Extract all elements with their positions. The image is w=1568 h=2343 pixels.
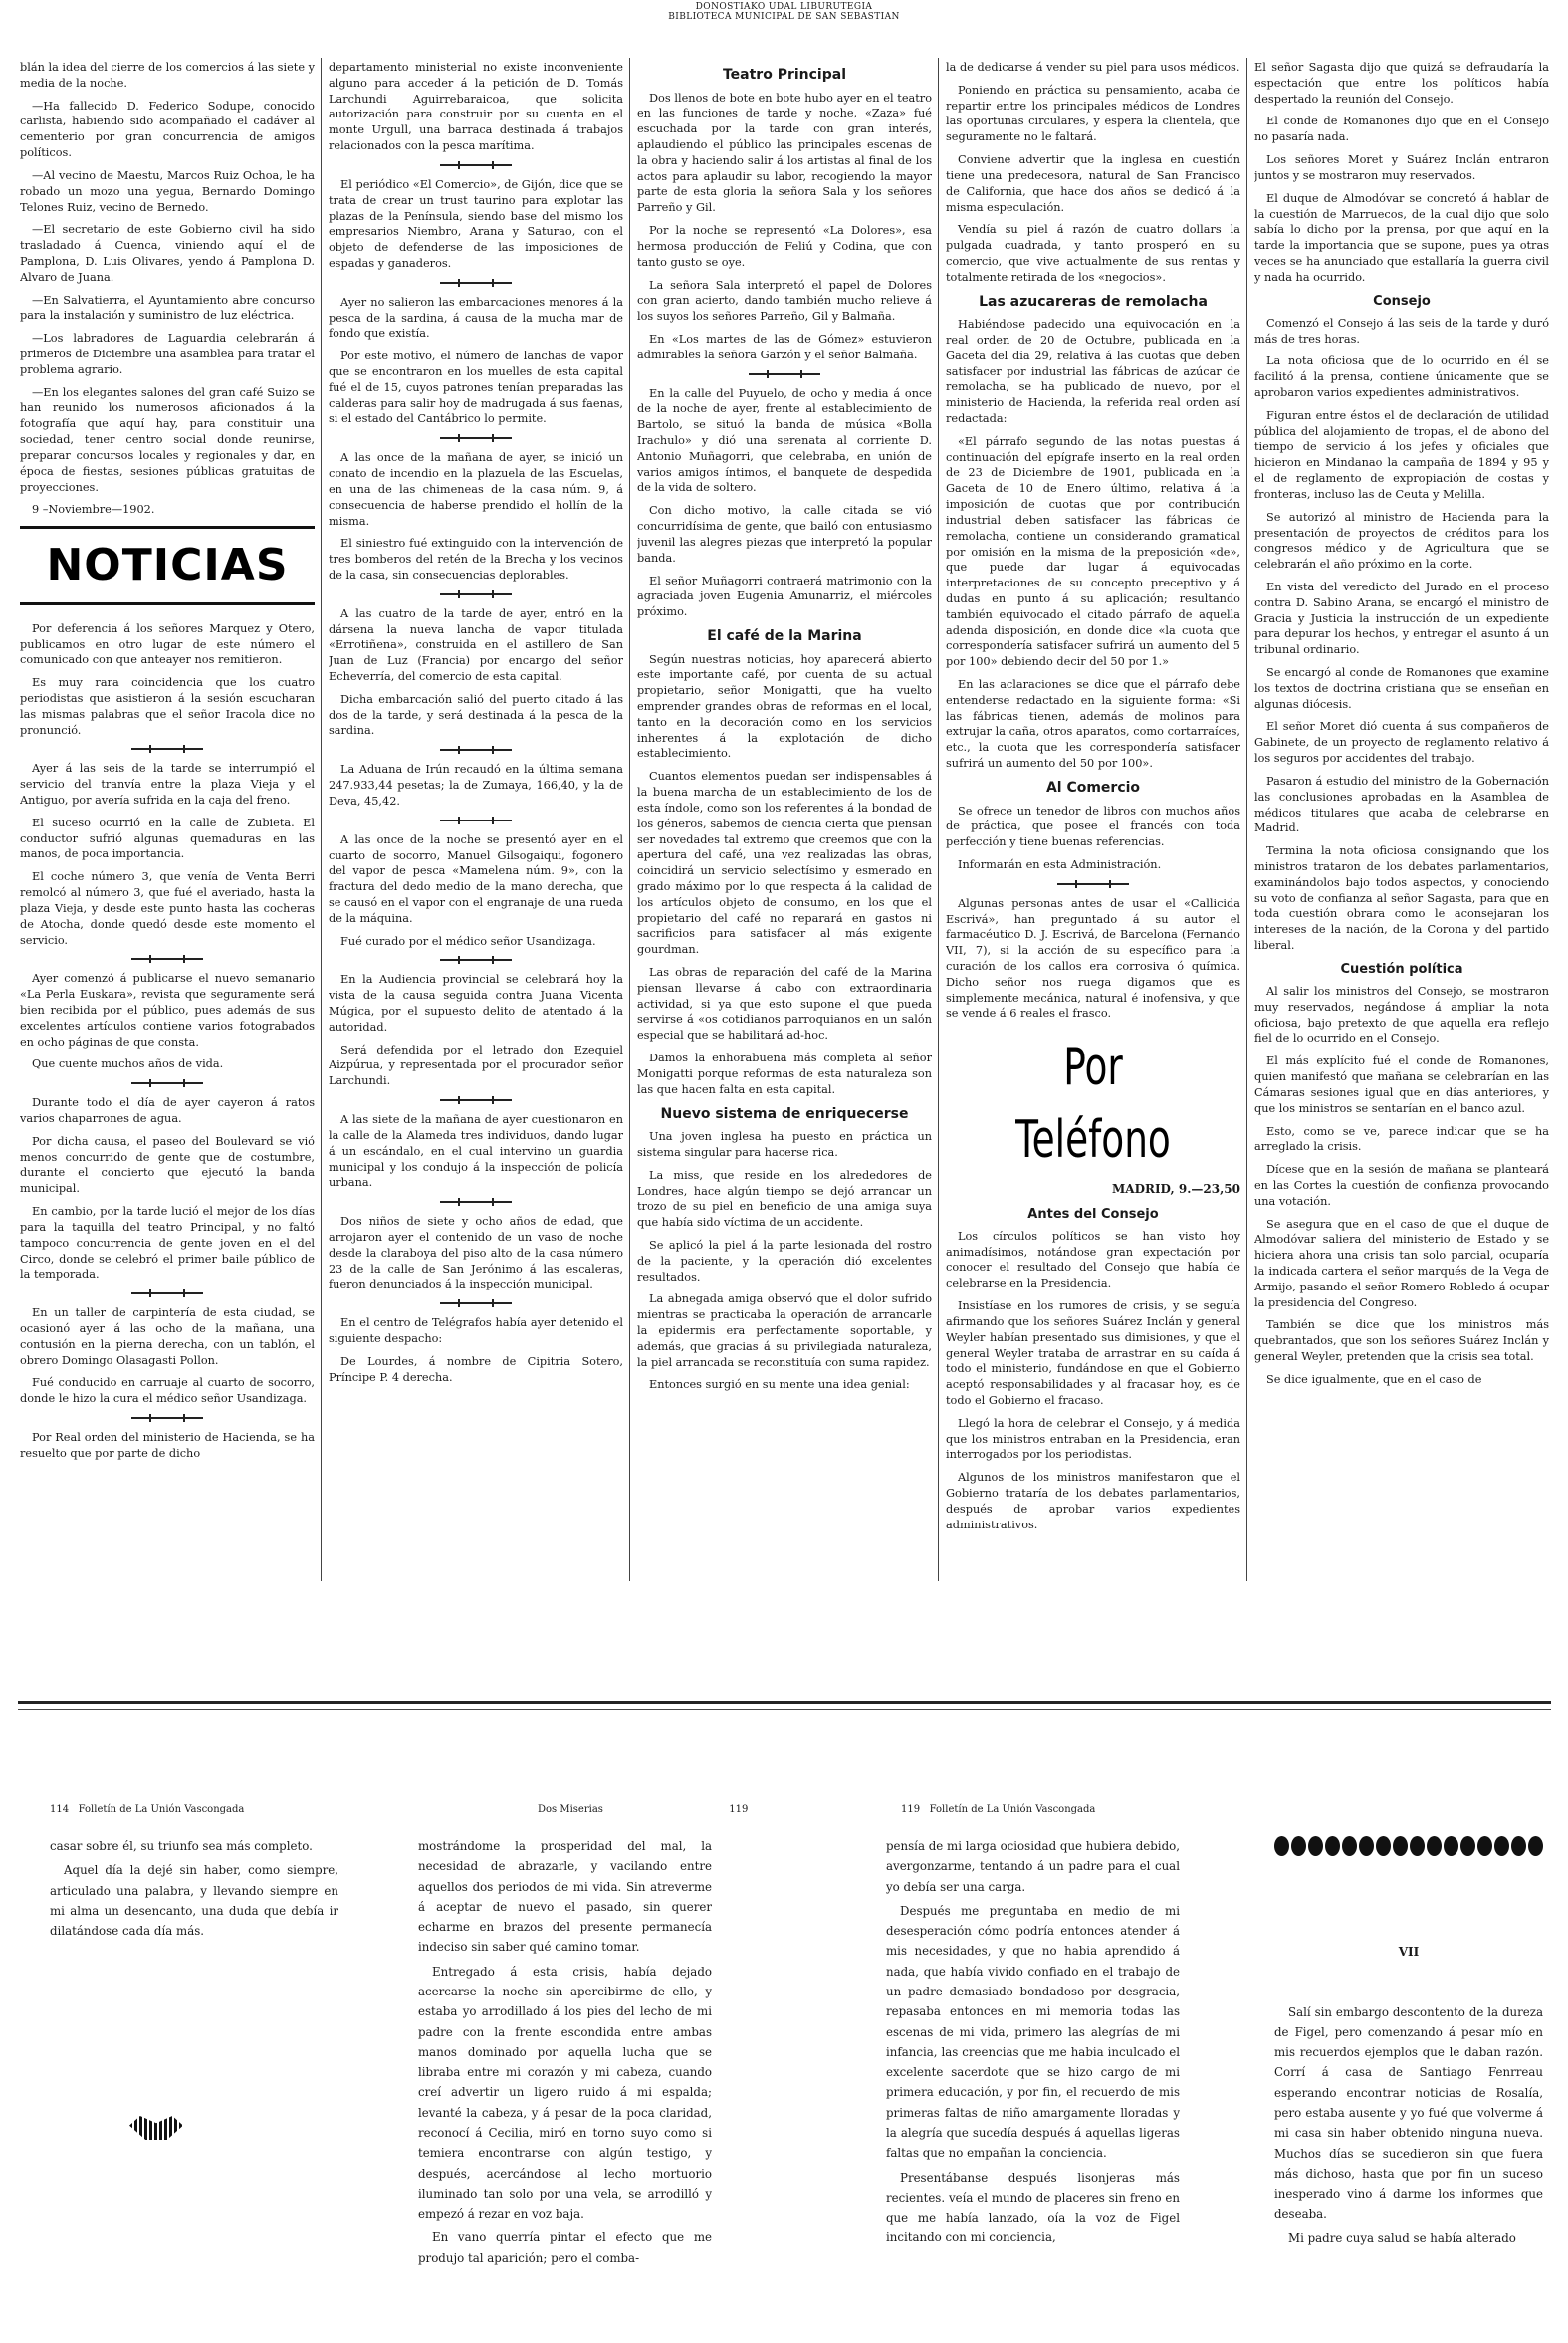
headline-teatro-principal: Teatro Principal [722, 67, 847, 83]
paragraph: En «Los martes de las de Gómez» estuvieron admirables la señora Garzón y el señor Balmaña. [637, 332, 932, 361]
paragraph: Se aplicó la piel á la parte lesionada del rostro de la paciente, y la operación dió excelentes resultados. [637, 1238, 932, 1284]
paragraph: Fué curado por el médico señor Usandizaga. [340, 934, 596, 948]
paragraph: En vista del veredicto del Jurado en el proceso contra D. Sabino Arana, se encargó el ministro de Gracia y Justicia la instrucción de un expediente para depurar los hechos, y entregar el asunto á un tribunal ordinario. [1254, 580, 1549, 657]
chapter-number: VII [1398, 1945, 1420, 1959]
headline-antes-consejo: Antes del Consejo [1027, 1206, 1159, 1222]
paragraph: Llegó la hora de celebrar el Consejo, y á medida que los ministros entraban en la Presidencia, eran interrogados por los periodistas. [946, 1416, 1240, 1462]
paragraph: Los círculos políticos se han visto hoy animadísimos, notándose gran expectación por conocer el resultado del Consejo que había de celebrarse en la Presidencia. [946, 1229, 1240, 1290]
page-divider [18, 1701, 1551, 1704]
paragraph: También se dice que los ministros más quebrantados, que son los señores Suárez Inclán y general Weyler, pretenden que la crisis sea total. [1254, 1318, 1549, 1364]
column-rule [321, 58, 322, 1581]
paragraph: Mi padre cuya salud se había alterado [1288, 2230, 1516, 2245]
paragraph: —Los labradores de Laguardia celebrarán á primeros de Diciembre una asamblea para tratar el problema agrario. [20, 332, 315, 376]
paragraph: En cambio, por la tarde lució el mejor de los días para la taquilla del teatro Principal, y no faltó tampoco concurrencia de gente joven en el del Circo, donde se celebró el primer baile público de la temporada. [20, 1205, 315, 1282]
paragraph: La miss, que reside en los alrededores de Londres, hace algún tiempo se dejó arrancar un trozo de su piel en beneficio de una amiga suya que había sido víctima de un accidente. [637, 1168, 932, 1230]
paragraph: Según nuestras noticias, hoy aparecerá abierto este importante café, por cuenta de su actual propietario, señor Monigatti, que ha vuelto emprender grandes obras de reformas en el local, tanto en la decoración como en los servicios inherentes á la explotación de dicho establecimiento. [637, 652, 932, 761]
folletin-header-right [901, 1804, 1095, 1815]
separator-ornament [20, 1414, 315, 1422]
column-rule [629, 58, 630, 1581]
separator-ornament [329, 1096, 623, 1104]
paragraph: Cuantos elementos puedan ser indispensables á la buena marcha de un establecimiento de los de esta índole, como son los referentes á la bondad de los géneros, sabemos de ciencia cierta que piensan ser novedades tal extremo que creemos que con la apertura del café, una vez realizadas las obras, coincidirá un servicio selectísimo y esmerado en grado máximo por lo que respecta á la calidad de los artículos objeto de consumo, en los que el propietario del café no reparará en gastos ni sacrificios para satisfacer al más exigente gourdman. [637, 770, 932, 957]
paragraph: Por dicha causa, el paseo del Boulevard se vió menos concurrido de gente que de costumbre, durante el concierto que ejecutó la banda municipal. [20, 1134, 315, 1196]
paragraph: El duque de Almodóvar se concretó á hablar de la cuestión de Marruecos, de la cual dijo que solo sabía lo dicho por la prensa, por que aquí en la tarde la importancia que se supone, pues ya otras veces se ha anunciado que estallaría la guerra civil y nada ha ocurrido. [1254, 191, 1549, 284]
paragraph: casar sobre él, su triunfo sea más completo. [50, 1839, 313, 1853]
paragraph: El conde de Romanones dijo que en el Consejo no pasaría nada. [1254, 115, 1549, 144]
news-column-5 [1254, 60, 1549, 1693]
paragraph: Se autorizó al ministro de Hacienda para la presentación de proyectos de créditos para los congresos médico y de Agricultura que se celebrarán el año próximo en la corte. [1254, 510, 1549, 572]
library-header-spanish: BIBLIOTECA MUNICIPAL DE SAN SEBASTIAN [668, 12, 900, 22]
paragraph: departamento ministerial no existe inconveniente alguno para acceder á la petición de D. Tomás Larchundi Aguirrebaraicoa, que solicita autorización para construir por su cuenta en el monte Urgull, una barraca destinada á trabajos relacionados con la pesca marítima. [329, 61, 623, 153]
paragraph: A las siete de la mañana de ayer cuestionaron en la calle de la Alameda tres individuos, dando lugar á un escándalo, en el cual intervino un guardia municipal y los condujo á la inspección de policía urbana. [329, 1113, 623, 1190]
paragraph: Aquel día la dejé sin haber, como siempre, articulado una palabra, y llevando siempre en mi alma un desencanto, una duda que debía ir dilatándose cada día más. [50, 1863, 338, 1939]
paragraph: En las aclaraciones se dice que el párrafo debe entenderse redactado en la siguiente forma: «Si las fábricas tienen, además de molinos para extrujar la caña, otros aparatos, como cortarraíces, etc., la cuota que les correspondería satisfacer sufrirá un aumento del 50 por 100». [946, 678, 1240, 771]
paragraph: El suceso ocurrió en la calle de Zubieta. El conductor sufrió algunas quemaduras en las manos, de poca importancia. [20, 816, 315, 861]
folletin-header-left [50, 1804, 244, 1815]
paragraph: Entregado á esta crisis, había dejado acercarse la noche sin apercibirme de ello, y estaba yo arrodillado á los pies del lecho de mi padre con la frente escondida entre ambas manos dominado por aquella lucha que se libraba entre mi corazón y mi cabeza, cuando creí advertir un ligero ruido á mi espalda; levanté la cabeza, y á pesar de la poca claridad, reconocí á Cecilia, miró en torno suyo como si temiera encontrarse con algún testigo, y después, acercándose al lecho mortuorio iluminado tan solo por una vela, se arrodilló y empezó á rezar en voz baja. [418, 1964, 712, 2222]
chapter-ornament-band [1274, 1836, 1543, 1856]
headline-al-comercio: Al Comercio [1045, 779, 1141, 796]
paragraph: Vendía su piel á razón de cuatro dollars la pulgada cuadrada, y tanto prosperó en su comercio, que vive actualmente de sus rentas y totalmente retirada de los «negocios». [946, 223, 1240, 284]
paragraph: Dicha embarcación salió del puerto citado á las dos de la tarde, y será destinada á la pesca de la sardina. [329, 692, 623, 738]
paragraph: mostrándome la prosperidad del mal, la necesidad de abrazarle, y vacilando entre aquellos dos periodos de mi vida. Sin atreverme á aceptar de nuevo el pasado, sin querer echarme en brazos del presente permanecía indeciso sin saber qué camino tomar. [418, 1839, 712, 1955]
paragraph: —Ha fallecido D. Federico Sodupe, conocido carlista, habiendo sido acompañado el cadáver al cementerio por gran concurrencia de amigos políticos. [20, 99, 315, 160]
paragraph: Algunos de los ministros manifestaron que el Gobierno trataría de los debates parlamentarios, después de aprobar varios expedientes administrativos. [946, 1471, 1240, 1531]
news-column-4 [946, 60, 1240, 1693]
paragraph: Dos niños de siete y ocho años de edad, que arrojaron ayer el contenido de un vaso de noche desde la claraboya del piso alto de la casa número 23 de la calle de San Jerónimo á las escaleras, fueron denunciados á la inspección municipal. [329, 1215, 623, 1291]
folletin-column-2 [418, 1836, 712, 2339]
separator-ornament [329, 434, 623, 442]
folletin-column-3 [886, 1836, 1180, 2339]
paragraph: —Al vecino de Maestu, Marcos Ruiz Ochoa, le ha robado un mozo una yegua, Bernardo Domingo Telones Ruiz, vecino de Bernedo. [20, 168, 315, 214]
paragraph: La señora Sala interpretó el papel de Dolores con gran acierto, dando también mucho relieve á los suyos los señores Parreño, Gil y Balmaña. [637, 278, 932, 324]
paragraph: Se dice igualmente, que en el caso de [1266, 1372, 1482, 1386]
paragraph: Ayer á las seis de la tarde se interrumpió el servicio del tranvía entre la plaza Vieja y el Antiguo, por avería sufrida en la caja del freno. [20, 762, 315, 808]
paragraph: Algunas personas antes de usar el «Callicida Escrivá», han preguntado á su autor el farmacéutico D. J. Escrivá, de Barcelona (Fernando VII, 7), si la acción de su específico para la curación de los callos era corrosiva ó química. Dicho señor nos ruega digamos que es simplemente mecánica, natural é inofensiva, y que se vende á 6 reales el frasco. [946, 896, 1240, 1021]
paragraph: Se asegura que en el caso de que el duque de Almodóvar saliera del ministerio de Estado y se hiciera ahora una crisis tan solo parcial, ocuparía la indicada cartera el señor marqués de la Vega de Armijo, pasando el señor Romero Robledo á ocupar la presidencia del Congreso. [1254, 1217, 1549, 1309]
separator-ornament [20, 1079, 315, 1087]
end-ornament [129, 2116, 183, 2140]
paragraph: El señor Muñagorri contraerá matrimonio con la agraciada joven Eugenia Amunarriz, el miércoles próximo. [637, 574, 932, 619]
paragraph: La nota oficiosa que de lo ocurrido en él se facilitó á la prensa, contiene únicamente que se aprobaron varios expedientes administrativos. [1254, 354, 1549, 399]
paragraph: Se ofrece un tenedor de libros con muchos años de práctica, que posee el francés con toda perfección y tiene buenas referencias. [946, 804, 1240, 849]
folletin-page-number: 114 [50, 1804, 70, 1815]
paragraph: En la calle del Puyuelo, de ocho y media á once de la noche de ayer, frente al establecimiento de Bartolo, se situó la banda de música «Bolla Irachulo» y dió una serenata al corriente D. Antonio Muñagorri, que celebraba, en unión de varios amigos íntimos, el banquete de despedida de la vida de soltero. [637, 386, 932, 495]
paragraph: Insistíase en los rumores de crisis, y se seguía afirmando que los señores Suárez Inclán y general Weyler habían presentado sus dimisiones, y que el general Weyler trataba de arrastrar en su caída á todo el ministerio, fundándose en que el Gobierno aceptó responsabilidades y al fracasar hoy, es de todo el Gobierno el fracaso. [946, 1299, 1240, 1407]
paragraph: Una joven inglesa ha puesto en práctica un sistema singular para hacerse rica. [637, 1130, 932, 1159]
por-telefono-title: Por Teléfono [1015, 1038, 1171, 1171]
folletin-work-title: Dos Miserias [538, 1804, 603, 1815]
paragraph: Se encargó al conde de Romanones que examine los textos de doctrina cristiana que se enseñan en algunas diócesis. [1254, 666, 1549, 711]
paragraph: Por Real orden del ministerio de Hacienda, se ha resuelto que por parte de dicho [20, 1431, 315, 1460]
paragraph: Informarán en esta Administración. [958, 857, 1162, 871]
paragraph: Después me preguntaba en medio de mi desesperación cómo podría entonces atender á mis necesidades, y que no habia aprendido á nada, que había vivido confiado en el trabajo de un padre demasiado bondadoso por desgracia, repasaba entonces en mi memoria todas las escenas de mi vida, primero las alegrías de mi infancia, las creencias que me habia inculcado el excelente sacerdote que se hizo cargo de mi primera educación, y por fin, el recuerdo de mis primeras faltas de niño amargamente lloradas y la alegría que sucedía después á aquellas ligeras faltas que no empañan la conciencia. [886, 1903, 1180, 2161]
paragraph: —En los elegantes salones del gran café Suizo se han reunido los numerosos aficionados á la fotografía que aquí hay, para constituir una sociedad, tener centro social donde reunirse, preparar concursos locales y regionales y dar, en época de fiestas, sesiones públicas gratuitas de proyecciones. [20, 385, 315, 494]
paragraph: —En Salvatierra, el Ayuntamiento abre concurso para la instalación y suministro de luz eléctrica. [20, 293, 315, 323]
paragraph: Con dicho motivo, la calle citada se vió concurridísima de gente, que bailó con entusiasmo juvenil las alegres piezas que interpretó la popular banda. [637, 504, 932, 565]
headline-nuevo-sistema: Nuevo sistema de enriquecerse [660, 1105, 909, 1122]
separator-ornament [637, 370, 932, 378]
paragraph: pensía de mi larga ociosidad que hubiera debido, avergonzarme, tentando á un padre para el cual yo debía ser una carga. [886, 1839, 1180, 1894]
separator-ornament [329, 956, 623, 964]
folletin-page-number: 119 [901, 1804, 921, 1815]
paragraph: Poniendo en práctica su pensamiento, acaba de repartir entre los principales médicos de Londres las oportunas circulares, y espera la clientela, que seguramente no le faltará. [946, 83, 1240, 144]
paragraph: blán la idea del cierre de los comercios á las siete y media de la noche. [20, 61, 315, 90]
separator-ornament [329, 590, 623, 598]
paragraph: El señor Moret dió cuenta á sus compañeros de Gabinete, de un proyecto de reglamento relativo á los seguros por accidentes del trabajo. [1254, 720, 1549, 766]
paragraph: Entonces surgió en su mente una idea genial: [649, 1378, 910, 1392]
page-divider-thin [18, 1709, 1551, 1710]
paragraph: Salí sin embargo descontento de la dureza de Figel, pero comenzando á pesar mío en mis recuerdos ejemplos que le daban razón. Corrí á casa de Santiago Fenrreau esperando encontrar noticias de Rosalía, pero estaba ausente y yo fué que volverme á mi casa sin haber obtenido ninguna nueva. Muchos días se sucedieron sin que fuera más dichoso, hasta que por fin un suceso inesperado vino á darme los informes que deseaba. [1274, 2004, 1543, 2222]
paragraph: A las cuatro de la tarde de ayer, entró en la dársena la nueva lancha de vapor titulada «Errotiñena», construida en el astillero de San Juan de Luz (Francia) por encargo del señor Echeverría, del comercio de esta capital. [329, 606, 623, 683]
separator-ornament [329, 817, 623, 824]
paragraph: Ayer no salieron las embarcaciones menores á la pesca de la sardina, á causa de la mucha mar de fondo que existía. [329, 295, 623, 341]
paragraph: En la Audiencia provincial se celebrará hoy la vista de la causa seguida contra Juana Vicenta Múgica, por el supuesto delito de atentado á la autoridad. [329, 973, 623, 1034]
separator-ornament [329, 746, 623, 754]
paragraph: Habiéndose padecido una equivocación en la real orden de 20 de Octubre, publicada en la Gaceta del día 29, relativa á las cuotas que deben satisfacer por industrial las fábricas de azúcar de remolacha, se ha publicado de nuevo, por el ministerio de Hacienda, la referida real orden así redactada: [946, 318, 1240, 426]
headline-azucareras: Las azucareras de remolacha [979, 293, 1208, 310]
folletin-title: Folletín de La Unión Vascongada [929, 1804, 1096, 1815]
separator-ornament [20, 1289, 315, 1297]
column-rule [1246, 58, 1247, 1581]
paragraph: —El secretario de este Gobierno civil ha sido trasladado á Cuenca, viniendo aquí el de Pamplona, D. Luis Olivares, yendo á Pamplona D. Alvaro de Juana. [20, 223, 315, 284]
paragraph: Comenzó el Consejo á las seis de la tarde y duró más de tres horas. [1254, 316, 1549, 346]
paragraph: En un taller de carpintería de esta ciudad, se ocasionó ayer á las ocho de la mañana, una contusión en la pierna derecha, con un tablón, el obrero Domingo Olasagasti Pollon. [20, 1306, 315, 1367]
paragraph: El coche número 3, que venía de Venta Berri remolcó al número 3, que fué el averiado, hasta la plaza Vieja, y desde este punto hasta las cocheras de Atocha, donde quedó desde este momento el servicio. [20, 870, 315, 947]
folletin-column-4 [1274, 1872, 1543, 2340]
paragraph: Termina la nota oficiosa consignando que los ministros trataron de los debates parlamentarios, examinándolos bajo todos aspectos, y conociendo su voto de confianza al señor Sagasta, para que en toda cuestión obrara como le aconsejaran los intereses de la nación, de la Corona y del partido liberal. [1254, 844, 1549, 952]
separator-ornament [20, 745, 315, 753]
folletin-page-number: 119 [729, 1804, 749, 1815]
paragraph: Figuran entre éstos el de declaración de utilidad pública del alojamiento de tropas, el de abono del tiempo de servicio á los jefes y oficiales que hicieron en Mindanao la campaña de 1894 y 95 y el de reglamento de expropiación de costas y fronteras, incluso las de Ceuta y Melilla. [1254, 408, 1549, 501]
folletin-header-center [538, 1804, 748, 1815]
paragraph: A las once de la noche se presentó ayer en el cuarto de socorro, Manuel Gilsogaiqui, fogonero del vapor de pesca «Mamelena núm. 9», con la fractura del dedo medio de la mano derecha, que se causó en el vapor con el engranaje de una rueda de la máquina. [329, 832, 623, 925]
paragraph: El siniestro fué extinguido con la intervención de tres bomberos del retén de la Brecha y los vecinos de la casa, sin consecuencias deplorables. [329, 537, 623, 582]
folletin-title: Folletín de La Unión Vascongada [78, 1804, 245, 1815]
paragraph: Las obras de reparación del café de la Marina piensan llevarse á cabo con extraordinaria actividad, si ya que esto supone el que pueda servirse á «os cotidianos parroquianos en un salón especial que se habilitará ad-hoc. [637, 966, 932, 1043]
news-column-3 [637, 60, 932, 1693]
paragraph: En el centro de Telégrafos había ayer detenido el siguiente despacho: [329, 1316, 623, 1345]
column-rule [938, 58, 939, 1581]
separator-ornament [329, 161, 623, 169]
paragraph: Conviene advertir que la inglesa en cuestión tiene una predecesora, natural de San Francisco de California, que hace dos años se dedicó á la misma especulación. [946, 153, 1240, 214]
folletin-column-1 [50, 1836, 338, 2095]
paragraph: «El párrafo segundo de las notas puestas á continuación del epígrafe inserto en la real orden de 23 de Diciembre de 1901, publicada en la Gaceta de 10 de Enero último, relativa á la imposición de cuotas que por contribución industrial deben satisfacer las fábricas de remolacha, contiene un considerando gramatical por omisión en la misma de la preposición «de», que puede dar lugar á equivocadas interpretaciones de su concepto preceptivo y á dudas en punto á su aplicación; resultando también equivocado el citado párrafo de aquella adenda disposición, en donde dice «la cuota que correspondería satisfacer sufrirá un aumento del 5 por 100» debiendo decir del 50 por 1.» [946, 434, 1240, 669]
paragraph: De Lourdes, á nombre de Cipitria Sotero, Príncipe P. 4 derecha. [329, 1354, 623, 1384]
library-header-basque: DONOSTIAKO UDAL LIBURUTEGIA [695, 2, 873, 12]
noticias-title: NOTICIAS [20, 526, 315, 605]
paragraph: Los señores Moret y Suárez Inclán entraron juntos y se mostraron muy reservados. [1254, 153, 1549, 182]
paragraph: Durante todo el día de ayer cayeron á ratos varios chaparrones de agua. [20, 1096, 315, 1126]
paragraph: El señor Sagasta dijo que quizá se defraudaría la espectación que entre los políticos había despertado la reunión del Consejo. [1254, 61, 1549, 106]
separator-ornament [946, 880, 1240, 888]
telegram-dateline: MADRID, 9.—23,50 [1111, 1181, 1240, 1196]
paragraph: Dícese que en la sesión de mañana se planteará en las Cortes la cuestión de confianza provocando una votación. [1254, 1163, 1549, 1208]
paragraph: Es muy rara coincidencia que los cuatro periodistas que asistieron á la sesión escucharan las mismas palabras que el señor Iracola dice no pronunció. [20, 676, 315, 737]
headline-cuestion-politica: Cuestión política [1340, 961, 1463, 977]
paragraph: Que cuente muchos años de vida. [32, 1057, 224, 1071]
paragraph: El más explícito fué el conde de Romanones, quien manifestó que mañana se celebrarían en las Cámaras sesiones igual que en días anteriores, y que los ministros se sentarían en el banco azul. [1254, 1054, 1549, 1115]
separator-ornament [329, 1299, 623, 1307]
blank-strip [0, 1706, 1568, 1795]
headline-cafe-marina: El café de la Marina [707, 627, 862, 644]
separator-ornament [20, 955, 315, 963]
paragraph: A las once de la mañana de ayer, se inició un conato de incendio en la plazuela de las Escuelas, en una de las chimeneas de la casa núm. 9, á consecuencia de haberse prendido el hollín de la misma. [329, 451, 623, 528]
paragraph: Por la noche se representó «La Dolores», esa hermosa producción de Feliú y Codina, que con tanto gusto se oye. [637, 224, 932, 269]
paragraph: Será defendida por el letrado don Ezequiel Aizpúrua, y representada por el procurador señor Larchundi. [329, 1043, 623, 1088]
separator-ornament [329, 1198, 623, 1206]
paragraph: Damos la enhorabuena más completa al señor Monigatti porque reformas de esta naturaleza son las que hacen falta en esta capital. [637, 1052, 932, 1096]
paragraph: En vano querría pintar el efecto que me produjo tal aparición; pero el comba- [418, 2230, 712, 2265]
news-column-2 [329, 60, 623, 1693]
paragraph: Ayer comenzó á publicarse el nuevo semanario «La Perla Euskara», revista que seguramente será bien recibida por el público, pues además de sus excelentes artículos contiene varios fotograbados en ocho páginas de que consta. [20, 972, 315, 1049]
paragraph: La Aduana de Irún recaudó en la última semana 247.933,44 pesetas; la de Zumaya, 166,40, y la de Deva, 45,42. [329, 763, 623, 808]
news-column-1 [20, 60, 315, 1693]
paragraph: Al salir los ministros del Consejo, se mostraron muy reservados, negándose á ampliar la nota oficiosa, bajo pretexto de que aquella era reflejo fiel de lo ocurrido en el Consejo. [1254, 985, 1549, 1046]
dateline: 9 –Noviembre—1902. [32, 503, 155, 517]
paragraph: La abnegada amiga observó que el dolor sufrido mientras se practicaba la operación de arrancarle la epidermis era perfectamente soportable, y además, que gracias á su privilegiada naturaleza, la piel arrancada se reconstituía con suma rapidez. [637, 1292, 932, 1369]
paragraph: Por deferencia á los señores Marquez y Otero, publicamos en otro lugar de este número el comunicado con que anteayer nos remitieron. [20, 621, 315, 667]
paragraph: Por este motivo, el número de lanchas de vapor que se encontraron en los muelles de esta capital fué el de 15, cuyos patrones tenían preparadas las calderas para salir hoy de madrugada á sus faenas, si el estado del Cantábrico lo permite. [329, 350, 623, 426]
paragraph: Pasaron á estudio del ministro de la Gobernación las conclusiones aprobadas en la Asamblea de médicos titulares que acaba de celebrarse en Madrid. [1254, 774, 1549, 835]
paragraph: Esto, como se ve, parece indicar que se ha arreglado la crisis. [1254, 1124, 1549, 1154]
paragraph: Presentábanse después lisonjeras más recientes. veía el mundo de placeres sin freno en que me había lanzado, oía la voz de Figel incitando con mi conciencia, [886, 2170, 1180, 2245]
separator-ornament [329, 279, 623, 287]
headline-consejo: Consejo [1373, 293, 1431, 309]
paragraph: El periódico «El Comercio», de Gijón, dice que se trata de crear un trust taurino para explotar las plazas de la Península, siendo base del mismo los empresarios Niembro, Arana y Saturao, con el objeto de defenderse de las imposiciones de espadas y ganaderos. [329, 177, 623, 270]
paragraph: Dos llenos de bote en bote hubo ayer en el teatro en las funciones de tarde y noche, «Zaza» fué escuchada por la tarde con gran interés, aplaudiendo el público las principales escenas de la obra y haciendo salir á los artistas al final de los actos para aplaudir su labor, recogiendo la mayor parte de esta gloria la señora Sala y los señores Parreño y Gil. [637, 91, 932, 215]
paragraph: Fué conducido en carruaje al cuarto de socorro, donde le hizo la cura el médico señor Usandizaga. [20, 1376, 315, 1406]
paragraph: la de dedicarse á vender su piel para usos médicos. [946, 61, 1240, 74]
